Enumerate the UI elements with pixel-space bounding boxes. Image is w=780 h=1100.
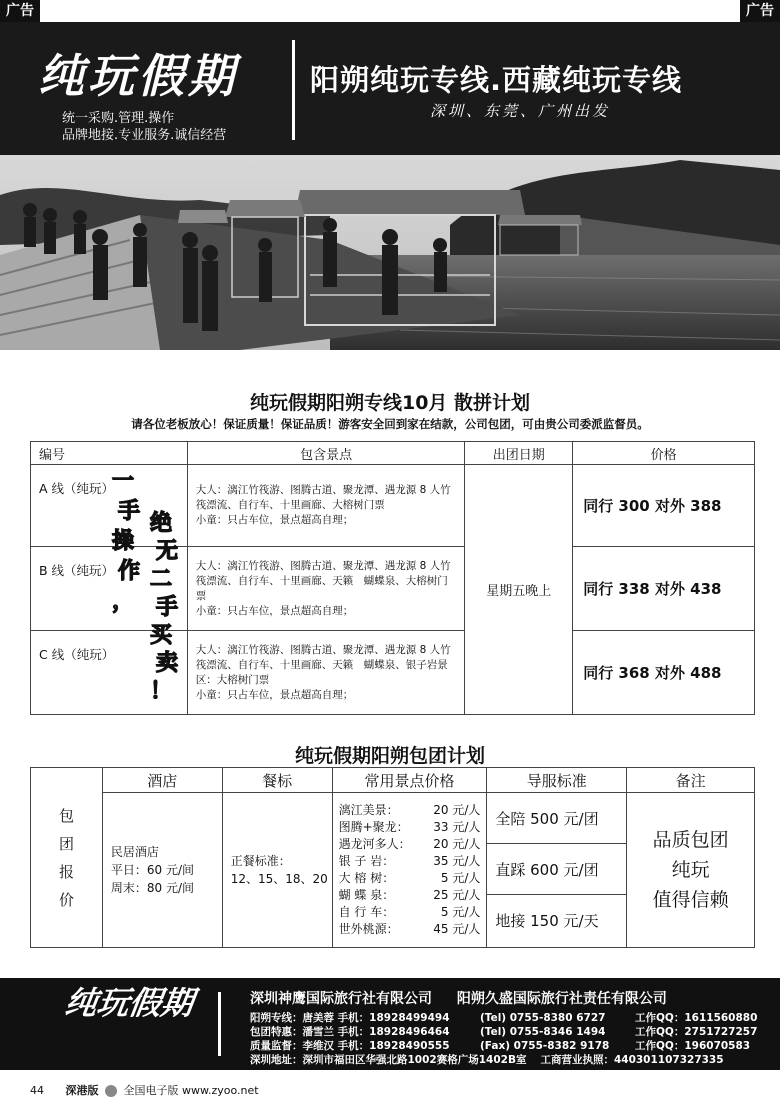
edition-badge-icon	[105, 1085, 117, 1097]
side-label-char: 价	[58, 890, 74, 909]
charter-side-label	[31, 768, 103, 948]
table-row	[31, 547, 755, 631]
guide-standards	[487, 793, 627, 948]
meal-label: 正餐标准：	[230, 854, 291, 868]
col-header-guide: 导服标准	[487, 768, 627, 793]
charter-tour-table	[30, 767, 755, 948]
group-tour-table	[30, 441, 755, 715]
edition-label: 深港版	[65, 1084, 99, 1097]
contact-person: 阳朔专线：唐美蓉 手机：18928499494	[250, 1012, 450, 1024]
contact-person: 质量监督：李维汉 手机：18928490555	[250, 1040, 450, 1052]
route-price: 同行 338 对外 438	[573, 547, 755, 631]
route-code: B 线（纯玩）	[31, 547, 188, 631]
adult-items: 大人：漓江竹筏游、图腾古道、聚龙潭、遇龙源 8 人竹筏漂流、自行车、十里画廊、大榕树门票	[195, 484, 451, 511]
promo-slogan-text: 一手操作，绝无二手买卖！	[112, 469, 179, 704]
spot-price-item	[339, 819, 481, 836]
spot-price: 25 元/人	[433, 888, 481, 902]
contact-qq: 工作QQ：2751727257	[635, 1026, 758, 1038]
contact-line	[250, 1011, 757, 1025]
child-items: 小童：只占车位，景点超高自理；	[195, 514, 354, 526]
contact-line	[250, 1039, 757, 1053]
section1-title: 纯玩假期阳朔专线10月 散拼计划	[249, 392, 531, 414]
spot-price: 20 元/人	[433, 837, 481, 851]
spot-price-item	[339, 887, 481, 904]
office-address: 深圳地址：深圳市福田区华强北路1002赛格广场1402B室	[250, 1054, 527, 1066]
child-items: 小童：只占车位，景点超高自理；	[195, 688, 354, 701]
hotel-info	[102, 793, 222, 948]
spot-price-item	[339, 802, 481, 819]
charter-note	[627, 793, 755, 948]
header-banner	[0, 22, 780, 155]
tagline	[62, 110, 226, 144]
page-number: 44	[30, 1084, 44, 1097]
spot-price: 35 元/人	[433, 854, 481, 868]
headline: 阳朔纯玩专线.西藏纯玩专线	[310, 63, 683, 97]
section1-notice: 请各位老板放心！保证质量！保证品质！游客安全回到家在结款，公司包团，可由贵公司委派监督员。	[131, 417, 649, 431]
tagline-line-2: 品牌地接.专业服务.诚信经营	[62, 128, 227, 143]
section2-title: 纯玩假期阳朔包团计划	[294, 745, 485, 767]
route-price: 同行 300 对外 388	[573, 465, 755, 547]
table-row	[31, 793, 755, 948]
side-label-char: 报	[58, 862, 74, 881]
departure-cities: 深圳、东莞、广州出发	[430, 102, 611, 120]
spot-price: 20 元/人	[433, 803, 481, 817]
col-header-spots: 包含景点	[187, 442, 465, 465]
footer-brand-logo: 纯玩假期	[62, 984, 196, 1022]
business-license: 工商营业执照：440301107327335	[540, 1054, 724, 1066]
table-header-row	[31, 768, 755, 793]
contact-line	[250, 1053, 757, 1067]
col-header-meal: 餐标	[222, 768, 332, 793]
agency-names	[250, 988, 687, 1008]
meal-values: 12、15、18、20	[230, 872, 328, 886]
agency-name: 阳朔久盛国际旅行社责任有限公司	[456, 991, 667, 1007]
contact-line	[250, 1025, 757, 1039]
guide-item: 地接 150 元/天	[495, 911, 599, 930]
footer-banner	[0, 978, 780, 1070]
contact-lines	[250, 1011, 757, 1067]
col-header-spot-prices: 常用景点价格	[332, 768, 487, 793]
route-code: A 线（纯玩）	[31, 465, 188, 547]
route-spots	[187, 631, 465, 715]
side-label-char: 包	[58, 806, 74, 825]
spot-price: 5 元/人	[440, 905, 481, 919]
col-header-hotel: 酒店	[102, 768, 222, 793]
spot-price-item	[339, 853, 481, 870]
note-line: 品质包团	[652, 829, 729, 851]
spot-price-item	[339, 904, 481, 921]
spot-price-list	[332, 793, 487, 948]
col-header-price: 价格	[573, 442, 755, 465]
hotel-weekend-price: 周末：80 元/间	[110, 881, 195, 895]
header-divider	[292, 40, 295, 140]
col-header-date: 出团日期	[465, 442, 573, 465]
meal-standard	[222, 793, 332, 948]
hotel-weekday-price: 平日：60 元/间	[110, 863, 195, 877]
note-line: 值得信赖	[652, 889, 729, 911]
tagline-line-1: 统一采购.管理.操作	[62, 111, 175, 126]
spot-price: 5 元/人	[440, 871, 481, 885]
col-header-note: 备注	[627, 768, 755, 793]
bamboo-raft-photo	[0, 155, 780, 350]
spot-name: 蝴 蝶 泉：	[338, 888, 395, 902]
brand-logo: 纯玩假期	[38, 49, 238, 103]
route-price: 同行 368 对外 488	[573, 631, 755, 715]
child-items: 小童：只占车位，景点超高自理；	[195, 604, 354, 617]
adult-items: 大人：漓江竹筏游、图腾古道、聚龙潭、遇龙源 8 人竹筏漂流、自行车、十里画廊、天籁 蝴蝶泉、大榕树门票	[195, 559, 451, 602]
route-code: C 线（纯玩）	[31, 631, 188, 715]
spot-price-item	[339, 870, 481, 887]
spot-price-item	[339, 921, 481, 938]
route-spots	[187, 547, 465, 631]
note-line: 纯玩	[671, 859, 710, 881]
table-row	[31, 631, 755, 715]
side-label-char: 团	[58, 834, 74, 853]
contact-qq: 工作QQ：1611560880	[635, 1012, 758, 1024]
contact-qq: 工作QQ：196070583	[635, 1040, 751, 1052]
spot-name: 大 榕 树：	[338, 871, 395, 885]
table-header-row	[31, 442, 755, 465]
spot-name: 银 子 岩：	[338, 854, 395, 868]
spot-name: 自 行 车：	[338, 905, 395, 919]
contact-person: 包团特惠：潘雪兰 手机：18928496464	[250, 1026, 450, 1038]
spot-name: 遇龙河多人：	[338, 837, 411, 851]
departure-date: 星期五晚上	[465, 465, 573, 715]
spot-name: 世外桃源：	[338, 922, 399, 936]
spot-price-item	[339, 836, 481, 853]
adult-items: 大人：漓江竹筏游、图腾古道、聚龙潭、遇龙源 8 人竹筏漂流、自行车、十里画廊、天籁 蝴蝶泉、银子岩景区：大榕树门票	[195, 643, 451, 686]
route-spots	[187, 465, 465, 547]
spot-price: 33 元/人	[433, 820, 481, 834]
ad-label-right: 广告	[740, 0, 780, 22]
ad-label-left: 广告	[0, 0, 40, 22]
spot-price: 45 元/人	[433, 922, 481, 936]
guide-item: 直踩 600 元/团	[487, 844, 626, 895]
contact-phone: (Tel) 0755-8380 6727	[480, 1012, 606, 1024]
spot-name: 漓江美景：	[338, 803, 399, 817]
contact-phone: (Tel) 0755-8346 1494	[480, 1026, 606, 1038]
footer-divider	[218, 992, 221, 1056]
site-link: 全国电子版 www.zyoo.net	[123, 1084, 259, 1097]
guide-item: 全陪 500 元/团	[487, 793, 626, 844]
agency-name: 深圳神鹰国际旅行社有限公司	[250, 991, 432, 1007]
page-footer	[30, 1082, 259, 1098]
col-header-code: 编号	[31, 442, 188, 465]
hotel-name: 民居酒店	[110, 845, 159, 859]
contact-fax: (Fax) 0755-8382 9178	[480, 1040, 610, 1052]
spot-name: 图腾+聚龙：	[338, 820, 409, 834]
table-row	[31, 465, 755, 547]
